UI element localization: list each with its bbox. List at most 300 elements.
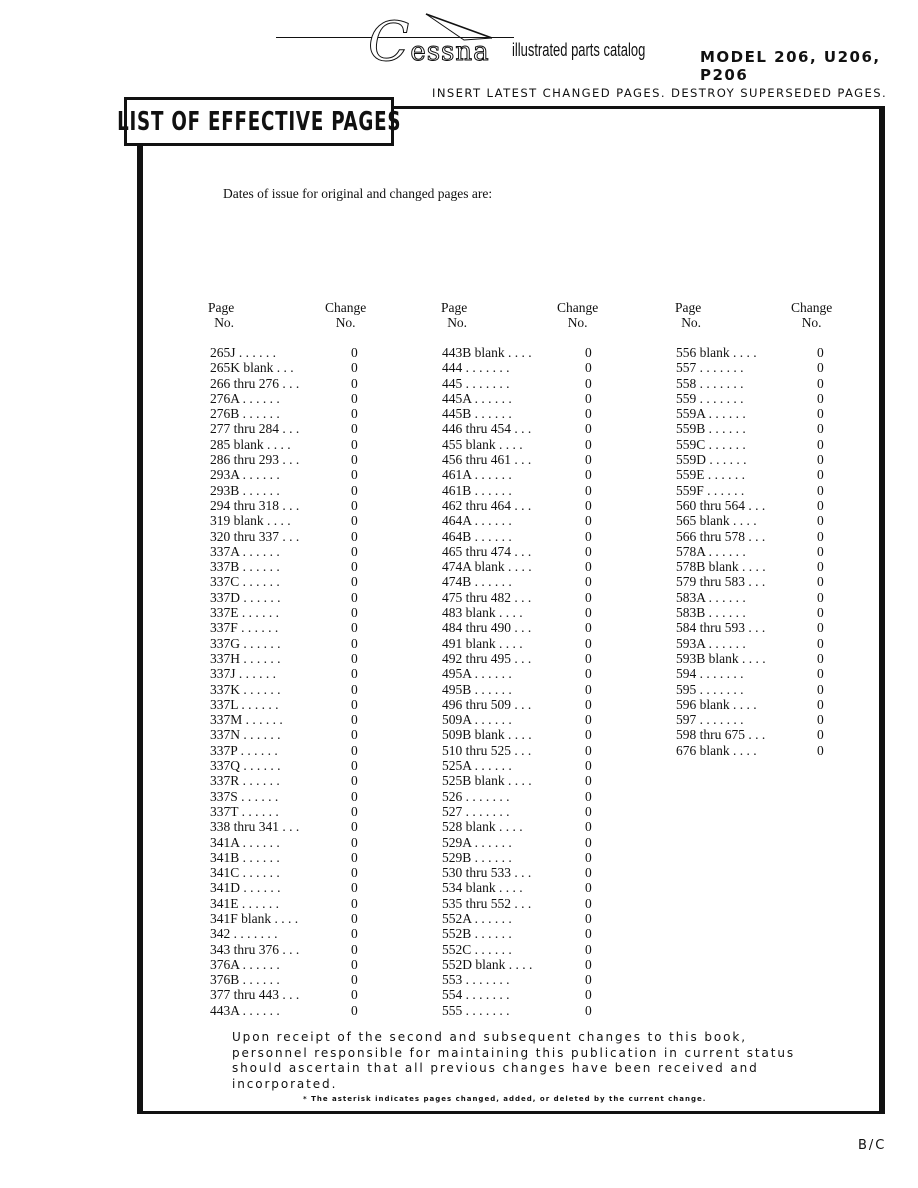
- page-entry: [210, 957, 280, 972]
- table-row: [676, 376, 836, 391]
- table-row: [210, 421, 370, 436]
- leader-dots: . . . . . .: [705, 543, 746, 559]
- leader-dots: . . . .: [738, 559, 766, 575]
- change-number-cell: 0: [585, 375, 592, 391]
- change-number-cell: 0: [585, 895, 592, 911]
- table-row: [210, 865, 370, 880]
- change-number-cell: 0: [585, 987, 592, 1003]
- page-label: 277 thru 284: [210, 421, 279, 437]
- leader-dots: . . . . . .: [239, 834, 280, 850]
- change-number-cell: 0: [351, 727, 358, 743]
- leader-dots: . . . .: [495, 605, 523, 621]
- leader-dots: . . . . . .: [471, 406, 512, 422]
- change-number-cell: 0: [585, 452, 592, 468]
- change-number-cell: 0: [817, 452, 824, 468]
- page-label: 593B blank: [676, 650, 739, 666]
- leader-dots: . . . . . .: [240, 727, 281, 743]
- table-row: [210, 819, 370, 834]
- change-number-cell: 0: [585, 972, 592, 988]
- leader-dots: . . .: [745, 574, 766, 590]
- leader-dots: . . .: [745, 528, 766, 544]
- page-label: 565 blank: [676, 513, 730, 529]
- table-row: [210, 835, 370, 850]
- page-label: 293A: [210, 467, 240, 483]
- leader-dots: . . .: [511, 696, 532, 712]
- change-number-cell: 0: [817, 727, 824, 743]
- table-row: [442, 789, 602, 804]
- page-entry: [210, 513, 291, 528]
- page-label: 337F: [210, 620, 238, 636]
- leader-dots: . . . . . .: [471, 681, 512, 697]
- change-number-cell: 0: [585, 543, 592, 559]
- leader-dots: . . . . . .: [240, 635, 281, 651]
- table-row: [210, 360, 370, 375]
- table-row: [442, 682, 602, 697]
- page-label: 559: [676, 390, 697, 406]
- table-row: [676, 406, 836, 421]
- leader-dots: . . . .: [729, 742, 757, 758]
- page-label: 598 thru 675: [676, 727, 745, 743]
- page-label: 559A: [676, 406, 706, 422]
- page-label: 286 thru 293: [210, 452, 279, 468]
- page-entry: [442, 437, 523, 452]
- page-label: 337N: [210, 727, 240, 743]
- table-row: [210, 529, 370, 544]
- table-row: [442, 498, 602, 513]
- leader-dots: . . . .: [738, 650, 766, 666]
- leader-dots: . . . . . .: [240, 650, 281, 666]
- page-label: 341F blank: [210, 910, 272, 926]
- leader-dots: . . . . . .: [705, 589, 746, 605]
- page-label: 464B: [442, 528, 472, 544]
- change-number-cell: 0: [585, 360, 592, 376]
- page-label: 552B: [442, 926, 472, 942]
- leader-dots: . . . . . .: [471, 513, 512, 529]
- page-entry: [442, 1003, 510, 1018]
- table-row: [210, 697, 370, 712]
- table-row: [210, 758, 370, 773]
- change-number-cell: 0: [351, 910, 358, 926]
- page-label: 265J: [210, 345, 236, 360]
- page-entry: [676, 712, 744, 727]
- page-entry: [210, 697, 279, 712]
- leader-dots: . . .: [279, 497, 300, 513]
- change-number-cell: 0: [351, 987, 358, 1003]
- page-label: 337C: [210, 574, 240, 590]
- change-number-cell: 0: [585, 589, 592, 605]
- change-number-cell: 0: [585, 834, 592, 850]
- change-number-cell: 0: [817, 589, 824, 605]
- page-entry: [210, 880, 281, 895]
- change-number-cell: 0: [351, 895, 358, 911]
- page-label: 265K blank: [210, 360, 274, 376]
- change-number-cell: 0: [351, 941, 358, 957]
- leader-dots: . . . . . .: [235, 666, 277, 682]
- page-entry: [210, 1003, 280, 1018]
- page-entry: [442, 987, 510, 1002]
- table-row: [210, 712, 370, 727]
- page-entry: [676, 590, 746, 605]
- page-entry: [442, 926, 512, 941]
- page-entry: [210, 987, 299, 1002]
- page-label: 445B: [442, 406, 472, 422]
- model-label: MODEL 206, U206, P206: [700, 48, 881, 84]
- page-entry: [442, 421, 531, 436]
- leader-dots: . . . . . .: [240, 681, 281, 697]
- change-number-cell: 0: [817, 605, 824, 621]
- table-row: [676, 727, 836, 742]
- leader-dots: . . . . . .: [471, 712, 512, 728]
- page-label: 337Q: [210, 758, 240, 774]
- table-row: [442, 957, 602, 972]
- change-number-cell: 0: [351, 635, 358, 651]
- table-row: [210, 850, 370, 865]
- table-row: [442, 529, 602, 544]
- table-row: [210, 406, 370, 421]
- page-label: 337P: [210, 742, 238, 758]
- change-number-cell: 0: [585, 605, 592, 621]
- leader-dots: . . . . . . .: [696, 681, 744, 697]
- page-label: 320 thru 337: [210, 528, 279, 544]
- page-label: 337K: [210, 681, 240, 697]
- page-entry: [442, 712, 512, 727]
- page-label: 341B: [210, 849, 240, 865]
- page-entry: [210, 559, 280, 574]
- change-number-cell: 0: [351, 819, 358, 835]
- page-label: 559B: [676, 421, 706, 437]
- page-label: 578B blank: [676, 559, 739, 575]
- page-entry: [442, 391, 512, 406]
- leader-dots: . . . . . .: [235, 345, 277, 360]
- page-entry: [210, 406, 280, 421]
- change-number-cell: 0: [351, 406, 358, 422]
- table-row: [442, 835, 602, 850]
- page-label: 285 blank: [210, 436, 264, 452]
- leader-dots: . . .: [511, 589, 532, 605]
- col3-page-header: Page No.: [675, 300, 702, 330]
- page-label: 492 thru 495: [442, 650, 511, 666]
- page-label: 443B blank: [442, 345, 505, 360]
- table-row: [210, 773, 370, 788]
- leader-dots: . . . . . .: [239, 467, 280, 483]
- page-label: 583B: [676, 605, 706, 621]
- change-number-cell: 0: [817, 696, 824, 712]
- leader-dots: . . . . . . .: [462, 788, 510, 804]
- leader-dots: . . . . . .: [239, 482, 280, 498]
- page-entry: [676, 376, 744, 391]
- page-label: 535 thru 552: [442, 895, 511, 911]
- change-number-cell: 0: [817, 375, 824, 391]
- leader-dots: . . . . . .: [240, 589, 281, 605]
- col3-change-header: Change No.: [791, 300, 833, 330]
- change-number-cell: 0: [585, 421, 592, 437]
- change-number-cell: 0: [585, 482, 592, 498]
- page-label: 483 blank: [442, 605, 496, 621]
- page-entry: [442, 559, 532, 574]
- table-row: [210, 651, 370, 666]
- leader-dots: . . . . . .: [239, 773, 280, 789]
- change-number-cell: 0: [351, 421, 358, 437]
- leader-dots: . . . . . .: [471, 834, 512, 850]
- page-label: 445: [442, 375, 463, 391]
- change-number-cell: 0: [351, 543, 358, 559]
- leader-dots: . . .: [511, 865, 532, 881]
- table-row: [210, 957, 370, 972]
- leader-dots: . . . . . .: [704, 467, 745, 483]
- table-row: [676, 498, 836, 513]
- table-row: [442, 467, 602, 482]
- change-number-cell: 0: [585, 788, 592, 804]
- leader-dots: . . .: [511, 452, 532, 468]
- page-label: 584 thru 593: [676, 620, 745, 636]
- page-label: 342: [210, 926, 231, 942]
- leader-dots: . . . . . .: [237, 788, 279, 804]
- page-label: 475 thru 482: [442, 589, 511, 605]
- table-row: [676, 513, 836, 528]
- leader-dots: . . . . . .: [238, 605, 279, 621]
- table-row: [210, 926, 370, 941]
- table-row: [442, 972, 602, 987]
- leader-dots: . . . . . .: [471, 910, 512, 926]
- table-row: [210, 605, 370, 620]
- change-number-cell: 0: [585, 666, 592, 682]
- page-entry: [442, 452, 531, 467]
- page-entry: [676, 498, 765, 513]
- change-number-cell: 0: [585, 574, 592, 590]
- page-label: 556 blank: [676, 345, 730, 360]
- insert-instruction: INSERT LATEST CHANGED PAGES. DESTROY SUPERSEDED PAGES.: [432, 86, 888, 100]
- leader-dots: . . .: [511, 497, 532, 513]
- change-number-cell: 0: [351, 834, 358, 850]
- change-number-cell: 0: [351, 375, 358, 391]
- leader-dots: . . . . . .: [471, 758, 512, 774]
- change-number-cell: 0: [351, 681, 358, 697]
- page-label: 559D: [676, 452, 706, 468]
- leader-dots: . . . .: [495, 436, 523, 452]
- change-number-cell: 0: [585, 467, 592, 483]
- leader-dots: . . . .: [729, 513, 757, 529]
- leader-dots: . . . . . . .: [696, 712, 744, 728]
- table-row: [442, 697, 602, 712]
- page-entry: [210, 605, 279, 620]
- page-entry: [210, 467, 280, 482]
- table-row: [210, 987, 370, 1002]
- leader-dots: . . . . . .: [471, 941, 512, 957]
- change-number-cell: 0: [585, 803, 592, 819]
- page-label: 337S: [210, 788, 238, 804]
- page-entry: [210, 850, 280, 865]
- page-label: 553: [442, 972, 463, 988]
- change-number-cell: 0: [585, 849, 592, 865]
- table-row: [676, 574, 836, 589]
- change-number-cell: 0: [351, 972, 358, 988]
- change-number-cell: 0: [817, 666, 824, 682]
- change-number-cell: 0: [351, 803, 358, 819]
- change-number-cell: 0: [351, 559, 358, 575]
- table-row: [210, 743, 370, 758]
- leader-dots: . . . . . .: [239, 406, 280, 422]
- table-row: [676, 437, 836, 452]
- page-entry: [210, 896, 279, 911]
- leader-dots: . . .: [279, 528, 300, 544]
- page-label: 552A: [442, 910, 472, 926]
- leader-dots: . . . . . .: [705, 605, 746, 621]
- page-label: 496 thru 509: [442, 696, 511, 712]
- change-number-cell: 0: [585, 742, 592, 758]
- page-label: 461A: [442, 467, 472, 483]
- table-row: [210, 559, 370, 574]
- page-entry: [442, 651, 531, 666]
- page-label: 676 blank: [676, 742, 730, 758]
- page-entry: [676, 636, 746, 651]
- leader-dots: . . . . . .: [471, 482, 512, 498]
- page-entry: [442, 789, 510, 804]
- change-number-cell: 0: [585, 406, 592, 422]
- leader-dots: . . .: [279, 452, 300, 468]
- receipt-notice: Upon receipt of the second and subsequent changes to this book, personnel responsible for maintaining this publication in current status should ascertain that all previous changes have been received and incorporated.: [232, 1030, 796, 1091]
- change-number-cell: 0: [351, 742, 358, 758]
- change-number-cell: 0: [817, 635, 824, 651]
- page-label: 319 blank: [210, 513, 264, 529]
- table-row: [210, 682, 370, 697]
- leader-dots: . . . . . .: [471, 467, 512, 483]
- page-label: 338 thru 341: [210, 819, 279, 835]
- page-entry: [210, 636, 281, 651]
- change-number-cell: 0: [351, 605, 358, 621]
- page-label: 337H: [210, 650, 240, 666]
- table-row: [442, 437, 602, 452]
- page-entry: [442, 605, 523, 620]
- leader-dots: . . .: [273, 360, 294, 376]
- change-number-cell: 0: [585, 727, 592, 743]
- change-number-cell: 0: [817, 360, 824, 376]
- page-entry: [442, 804, 510, 819]
- pages-column-3: [676, 345, 836, 758]
- leader-dots: . . . . . .: [238, 895, 279, 911]
- page-label: 495B: [442, 681, 472, 697]
- page-label: 337M: [210, 712, 243, 728]
- page-label: 510 thru 525: [442, 742, 511, 758]
- table-row: [676, 682, 836, 697]
- page-label: 534 blank: [442, 880, 496, 896]
- page-entry: [442, 942, 512, 957]
- change-number-cell: 0: [817, 497, 824, 513]
- page-label: 578A: [676, 543, 706, 559]
- page-entry: [210, 865, 280, 880]
- leader-dots: . . . .: [271, 910, 299, 926]
- leader-dots: . . .: [279, 819, 300, 835]
- page-entry: [676, 682, 744, 697]
- table-row: [442, 727, 602, 742]
- page-entry: [210, 911, 298, 926]
- page-entry: [210, 452, 299, 467]
- leader-dots: . . .: [511, 895, 532, 911]
- change-number-cell: 0: [817, 620, 824, 636]
- change-number-cell: 0: [817, 467, 824, 483]
- page-entry: [442, 865, 531, 880]
- page-entry: [676, 406, 746, 421]
- leader-dots: . . . . . . .: [696, 390, 744, 406]
- leader-dots: . . .: [745, 727, 766, 743]
- table-row: [676, 529, 836, 544]
- pages-column-2: [442, 345, 602, 1018]
- page-label: 529A: [442, 834, 472, 850]
- page-label: 474A blank: [442, 559, 505, 575]
- page-label: 337R: [210, 773, 240, 789]
- page-entry: [442, 467, 512, 482]
- table-row: [210, 972, 370, 987]
- col1-page-header: Page No.: [208, 300, 235, 330]
- change-number-cell: 0: [351, 390, 358, 406]
- page-entry: [210, 651, 281, 666]
- change-number-cell: 0: [817, 482, 824, 498]
- table-row: [442, 651, 602, 666]
- page-entry: [210, 376, 299, 391]
- table-row: [210, 483, 370, 498]
- page-entry: [442, 513, 512, 528]
- page-title: LIST OF EFFECTIVE PAGES: [116, 106, 402, 137]
- page-entry: [210, 804, 279, 819]
- page-entry: [442, 896, 531, 911]
- change-number-cell: 0: [817, 345, 824, 360]
- change-number-cell: 0: [351, 926, 358, 942]
- leader-dots: . . . .: [504, 773, 532, 789]
- change-number-cell: 0: [351, 452, 358, 468]
- page-entry: [442, 819, 523, 834]
- page-label: 377 thru 443: [210, 987, 279, 1003]
- page-label: 343 thru 376: [210, 941, 279, 957]
- change-number-cell: 0: [351, 436, 358, 452]
- table-row: [676, 605, 836, 620]
- page-label: 337L: [210, 696, 238, 712]
- page-number: B/C: [858, 1138, 887, 1153]
- change-number-cell: 0: [817, 742, 824, 758]
- change-number-cell: 0: [817, 712, 824, 728]
- page-entry: [210, 590, 281, 605]
- table-row: [676, 651, 836, 666]
- page-entry: [676, 467, 745, 482]
- leader-dots: . . . .: [504, 345, 532, 360]
- page-entry: [676, 452, 747, 467]
- change-number-cell: 0: [817, 528, 824, 544]
- leader-dots: . . . . . .: [239, 1002, 280, 1018]
- page-label: 527: [442, 803, 463, 819]
- page-entry: [676, 360, 744, 375]
- table-row: [676, 452, 836, 467]
- leader-dots: . . . .: [263, 513, 291, 529]
- page-entry: [442, 743, 531, 758]
- page-label: 341C: [210, 865, 240, 881]
- page-entry: [210, 712, 283, 727]
- change-number-cell: 0: [817, 421, 824, 437]
- table-row: [442, 421, 602, 436]
- page-label: 552D blank: [442, 956, 506, 972]
- change-number-cell: 0: [585, 635, 592, 651]
- page-entry: [442, 590, 531, 605]
- change-number-cell: 0: [351, 865, 358, 881]
- page-entry: [210, 544, 280, 559]
- page-entry: [210, 666, 276, 681]
- change-number-cell: 0: [817, 436, 824, 452]
- change-number-cell: 0: [351, 513, 358, 529]
- page-entry: [210, 835, 280, 850]
- page-label: 596 blank: [676, 696, 730, 712]
- table-row: [210, 896, 370, 911]
- leader-dots: . . . .: [504, 559, 532, 575]
- change-number-cell: 0: [351, 467, 358, 483]
- page-label: 583A: [676, 589, 706, 605]
- table-row: [676, 559, 836, 574]
